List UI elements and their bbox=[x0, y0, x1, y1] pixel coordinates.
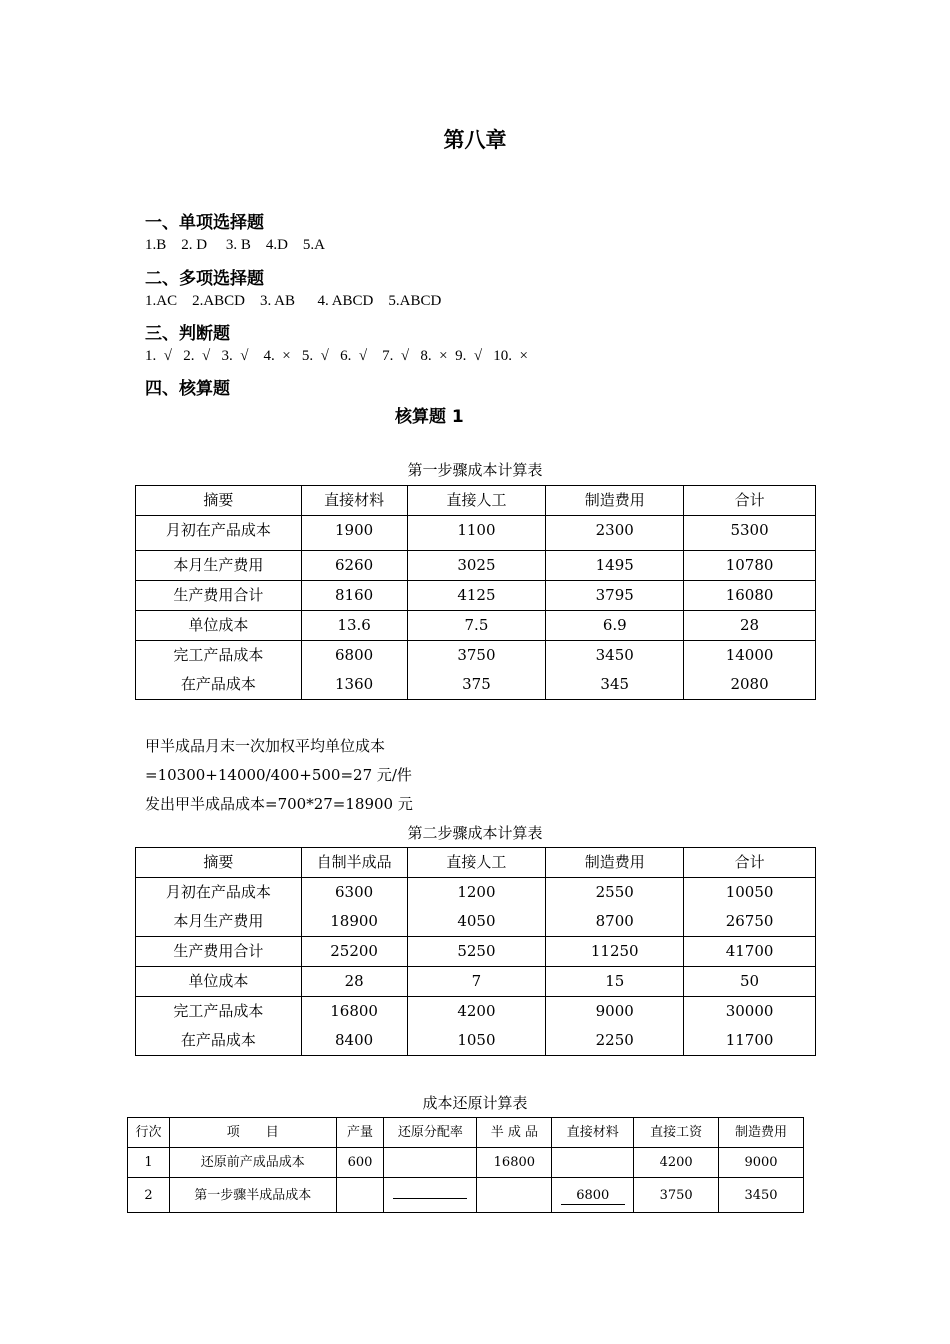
table-cell: 生产费用合计 bbox=[136, 581, 302, 611]
table-cell: 2300 bbox=[546, 516, 684, 551]
table-cell: 6.9 bbox=[546, 611, 684, 641]
section-heading-multiple-choice: 二、多项选择题 bbox=[145, 269, 264, 289]
table-cell: 1100 bbox=[407, 516, 546, 551]
table-cell: 2250 bbox=[595, 1031, 634, 1049]
table-cell: 2080 bbox=[730, 675, 769, 693]
table1-caption: 第一步骤成本计算表 bbox=[407, 461, 543, 479]
table-cell: 单位成本 bbox=[136, 611, 302, 641]
table-cell: 16800 bbox=[477, 1148, 552, 1178]
table-row bbox=[136, 581, 816, 611]
table-cell: 18900 bbox=[330, 912, 378, 930]
table-cell: 13.6 bbox=[301, 611, 407, 641]
table1-header: 合计 bbox=[684, 486, 816, 516]
table-cell-pair bbox=[407, 641, 546, 700]
table-cell: 1050 bbox=[457, 1031, 496, 1049]
subtitle: 核算题 1 bbox=[395, 407, 464, 427]
table-row bbox=[136, 937, 816, 967]
table-cell: 6260 bbox=[301, 551, 407, 581]
page-title: 第八章 bbox=[443, 128, 507, 152]
table-cell: 3025 bbox=[407, 551, 546, 581]
table-cell: 5250 bbox=[407, 937, 546, 967]
table-cell: 完工产品成本 bbox=[173, 646, 264, 664]
table-cell: 375 bbox=[462, 675, 491, 693]
table3-caption: 成本还原计算表 bbox=[422, 1094, 528, 1112]
table-cell bbox=[336, 1178, 384, 1213]
table-cell-pair bbox=[136, 641, 302, 700]
table-cell: 7 bbox=[407, 967, 546, 997]
table-cell: 345 bbox=[600, 675, 630, 693]
answers-multiple-choice: 1.AC 2.ABCD 3. AB 4. ABCD 5.ABCD bbox=[145, 293, 442, 309]
table3-header-row bbox=[128, 1118, 804, 1148]
underlined-cell bbox=[552, 1178, 634, 1213]
table-cell: 28 bbox=[301, 967, 407, 997]
table-cell: 7.5 bbox=[407, 611, 546, 641]
table-cell: 在产品成本 bbox=[180, 1031, 256, 1049]
table-cell: 还原前产成品成本 bbox=[169, 1148, 336, 1178]
table-cell: 3750 bbox=[457, 646, 496, 664]
table-cell: 2550 bbox=[595, 883, 634, 901]
table2 bbox=[135, 847, 816, 1056]
table-row bbox=[136, 997, 816, 1056]
blank-underline-cell bbox=[384, 1178, 477, 1213]
table-cell: 完工产品成本 bbox=[173, 1002, 264, 1020]
table-cell: 1495 bbox=[546, 551, 684, 581]
table-cell: 3795 bbox=[546, 581, 684, 611]
table-cell: 6300 bbox=[335, 883, 374, 901]
table1-header-row bbox=[136, 486, 816, 516]
calc-line-2: =10300+14000/400+500=27 元/件 bbox=[145, 766, 412, 784]
table-row bbox=[136, 967, 816, 997]
table1-header: 直接材料 bbox=[301, 486, 407, 516]
table-cell-pair bbox=[684, 878, 816, 937]
table-cell: 1 bbox=[128, 1148, 170, 1178]
table-cell-pair bbox=[301, 641, 407, 700]
table-row bbox=[136, 516, 816, 551]
table-row bbox=[136, 611, 816, 641]
table2-header: 直接人工 bbox=[407, 848, 546, 878]
table3-header: 直接材料 bbox=[552, 1118, 634, 1148]
table2-header: 自制半成品 bbox=[301, 848, 407, 878]
table-cell-pair bbox=[136, 997, 302, 1056]
table-cell: 4200 bbox=[457, 1002, 496, 1020]
section-heading-single-choice: 一、单项选择题 bbox=[145, 213, 264, 233]
table-cell: 4050 bbox=[457, 912, 496, 930]
table-cell: 6800 bbox=[561, 1188, 625, 1205]
table3-header: 行次 bbox=[128, 1118, 170, 1148]
table-cell: 28 bbox=[684, 611, 816, 641]
table1-header: 摘要 bbox=[136, 486, 302, 516]
table-cell: 生产费用合计 bbox=[136, 937, 302, 967]
table-cell: 600 bbox=[336, 1148, 384, 1178]
section-heading-accounting: 四、核算题 bbox=[145, 379, 230, 399]
table-cell: 本月生产费用 bbox=[173, 912, 264, 930]
table-cell-pair bbox=[546, 997, 684, 1056]
table2-caption: 第二步骤成本计算表 bbox=[407, 824, 543, 842]
calc-line-3: 发出甲半成品成本=700*27=18900 元 bbox=[145, 795, 413, 813]
table3-header: 直接工资 bbox=[634, 1118, 719, 1148]
table3-header: 半 成 品 bbox=[477, 1118, 552, 1148]
table-cell: 月初在产品成本 bbox=[136, 516, 302, 551]
table-cell: 单位成本 bbox=[136, 967, 302, 997]
table1 bbox=[135, 485, 816, 700]
table-cell: 月初在产品成本 bbox=[165, 883, 271, 901]
table-row bbox=[128, 1148, 804, 1178]
table-row bbox=[136, 551, 816, 581]
table-cell: 15 bbox=[546, 967, 684, 997]
table-cell-pair bbox=[546, 641, 684, 700]
table-cell: 2 bbox=[128, 1178, 170, 1213]
table-cell: 30000 bbox=[725, 1002, 774, 1020]
table-cell bbox=[552, 1148, 634, 1178]
table-cell-pair bbox=[546, 878, 684, 937]
table-cell: 3450 bbox=[595, 646, 634, 664]
table-cell: 8400 bbox=[335, 1031, 374, 1049]
table-cell: 25200 bbox=[301, 937, 407, 967]
table3 bbox=[127, 1117, 804, 1213]
table-cell bbox=[384, 1148, 477, 1178]
section-heading-true-false: 三、判断题 bbox=[145, 324, 230, 344]
table-cell: 14000 bbox=[725, 646, 774, 664]
table-cell-pair bbox=[136, 878, 302, 937]
table-cell: 在产品成本 bbox=[180, 675, 256, 693]
table-cell-pair bbox=[301, 878, 407, 937]
table-cell: 第一步骤半成品成本 bbox=[169, 1178, 336, 1213]
table-cell: 5300 bbox=[684, 516, 816, 551]
table-cell-pair bbox=[407, 997, 546, 1056]
table-cell-pair bbox=[407, 878, 546, 937]
table-cell bbox=[393, 1198, 467, 1199]
table1-header: 制造费用 bbox=[546, 486, 684, 516]
table-cell: 16800 bbox=[330, 1002, 378, 1020]
table-cell: 11250 bbox=[546, 937, 684, 967]
table1-header: 直接人工 bbox=[407, 486, 546, 516]
table-cell: 8160 bbox=[301, 581, 407, 611]
table-cell: 1360 bbox=[335, 675, 374, 693]
table-cell: 3750 bbox=[634, 1178, 719, 1213]
table-row bbox=[136, 641, 816, 700]
table-row bbox=[136, 878, 816, 937]
table3-header: 项 目 bbox=[169, 1118, 336, 1148]
table-cell: 1200 bbox=[457, 883, 496, 901]
calc-line-1: 甲半成品月末一次加权平均单位成本 bbox=[145, 737, 386, 755]
answers-single-choice: 1.B 2. D 3. B 4.D 5.A bbox=[145, 237, 326, 253]
table-cell: 9000 bbox=[719, 1148, 804, 1178]
table-cell: 10780 bbox=[684, 551, 816, 581]
table-cell: 41700 bbox=[684, 937, 816, 967]
table2-header: 制造费用 bbox=[546, 848, 684, 878]
table-cell: 4200 bbox=[634, 1148, 719, 1178]
table-cell-pair bbox=[301, 997, 407, 1056]
table2-header: 摘要 bbox=[136, 848, 302, 878]
table-cell: 1900 bbox=[301, 516, 407, 551]
answers-true-false: 1. √ 2. √ 3. √ 4. × 5. √ 6. √ 7. √ 8. × 9. √ 10. × bbox=[145, 348, 529, 364]
table-cell: 3450 bbox=[719, 1178, 804, 1213]
table2-header-row bbox=[136, 848, 816, 878]
table-cell-pair bbox=[684, 641, 816, 700]
table-cell: 26750 bbox=[725, 912, 774, 930]
table-cell: 11700 bbox=[725, 1031, 774, 1049]
table-cell: 50 bbox=[684, 967, 816, 997]
table-cell: 本月生产费用 bbox=[136, 551, 302, 581]
table-cell: 8700 bbox=[595, 912, 634, 930]
table-cell: 4125 bbox=[407, 581, 546, 611]
table3-header: 还原分配率 bbox=[384, 1118, 477, 1148]
table3-header: 产量 bbox=[336, 1118, 384, 1148]
table2-header: 合计 bbox=[684, 848, 816, 878]
table-cell-pair bbox=[684, 997, 816, 1056]
table-cell bbox=[477, 1178, 552, 1213]
table-row bbox=[128, 1178, 804, 1213]
table-cell: 16080 bbox=[684, 581, 816, 611]
table-cell: 6800 bbox=[335, 646, 374, 664]
table-cell: 9000 bbox=[595, 1002, 634, 1020]
table-cell: 10050 bbox=[725, 883, 774, 901]
table3-header: 制造费用 bbox=[719, 1118, 804, 1148]
